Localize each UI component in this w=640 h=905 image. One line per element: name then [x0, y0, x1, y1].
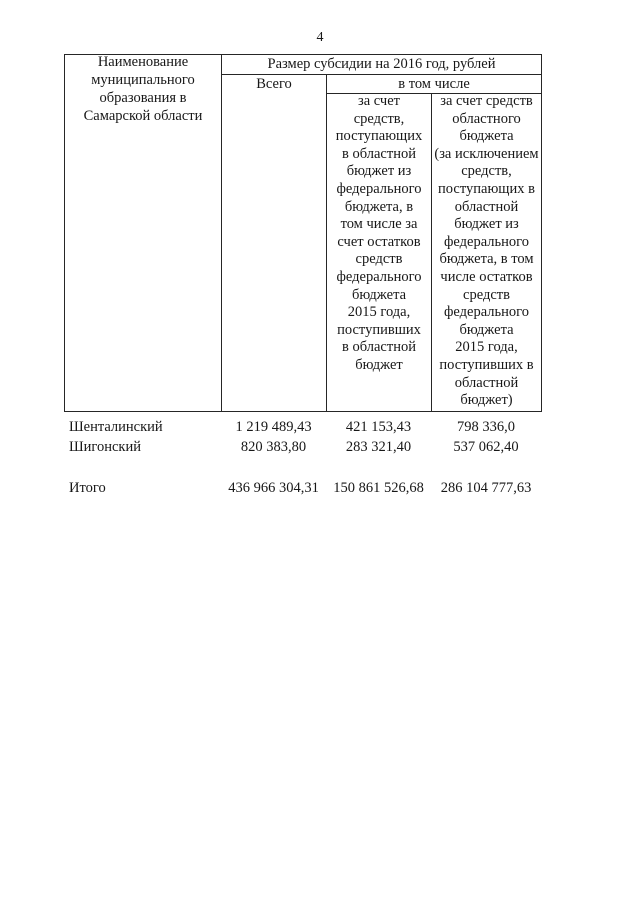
- header-regional-funds-line: 2015 года,: [455, 339, 518, 356]
- header-regional-funds-line: средств: [463, 286, 510, 303]
- row-total-amount: 820 383,80: [240, 439, 307, 455]
- header-regional-funds-line: поступающих в: [438, 180, 535, 197]
- header-federal-funds-line: средств: [355, 251, 403, 268]
- header-federal-funds-line: поступающих: [335, 128, 423, 145]
- header-federal-funds-line: 2015 года,: [347, 304, 411, 321]
- header-regional-funds-line: областной: [454, 198, 519, 215]
- header-regional-funds-line: областного: [452, 110, 521, 127]
- header-regional-funds-line: за счет средств: [440, 93, 533, 109]
- header-including-label: в том числе: [398, 76, 470, 92]
- header-regional-funds-line: бюджета: [459, 321, 514, 338]
- row-regional-amount: 537 062,40: [453, 439, 519, 455]
- table-row: [64, 417, 542, 437]
- header-federal-funds-line: бюджет: [355, 356, 403, 373]
- row-regional-amount: 798 336,0: [457, 419, 515, 435]
- header-regional-funds-line: федерального: [444, 233, 529, 250]
- header-federal-funds-line: в областной: [342, 339, 416, 356]
- header-regional-funds-line: бюджет): [460, 392, 513, 409]
- header-federal-funds-line: средств,: [353, 110, 405, 127]
- header-subsidy-group-cell: [221, 54, 542, 75]
- header-federal-funds-line: за счет: [358, 93, 400, 109]
- table-row: [64, 437, 542, 457]
- header-federal-funds-text: [327, 93, 431, 375]
- header-including-cell: [326, 74, 542, 94]
- totals-regional-amount: 286 104 777,63: [440, 480, 532, 496]
- header-federal-funds-line: том числе за: [340, 216, 418, 233]
- header-federal-funds-line: счет остатков: [337, 233, 421, 250]
- header-regional-funds-line: числе остатков: [440, 268, 533, 285]
- header-regional-funds-line: бюджета: [459, 128, 514, 145]
- header-total-cell: [221, 74, 327, 412]
- header-municipality-line: образования в: [99, 90, 187, 106]
- page-number: 4: [316, 30, 324, 45]
- header-municipality-line: Самарской области: [83, 108, 203, 124]
- header-regional-funds-line: поступивших в: [439, 356, 534, 373]
- header-federal-funds-cell: [326, 93, 432, 412]
- row-municipality-name: Шигонский: [69, 439, 141, 455]
- header-subsidy-group-title: Размер субсидии на 2016 год, рублей: [267, 56, 496, 72]
- totals-label: Итого: [69, 480, 106, 496]
- header-federal-funds-line: федерального: [336, 180, 422, 197]
- header-regional-funds-line: бюджета, в том: [439, 251, 534, 268]
- totals-total-amount: 436 966 304,31: [228, 480, 319, 496]
- row-total-amount: 1 219 489,43: [235, 419, 312, 435]
- header-municipality-line: муниципального: [91, 72, 195, 88]
- header-federal-funds-line: бюджет из: [346, 163, 412, 180]
- row-municipality-name: Шенталинский: [69, 419, 163, 435]
- header-regional-funds-line: бюджет из: [454, 216, 519, 233]
- header-regional-funds-line: (за исключением: [434, 145, 539, 162]
- row-federal-amount: 283 321,40: [345, 439, 412, 455]
- row-federal-amount: 421 153,43: [345, 419, 412, 435]
- header-federal-funds-line: в областной: [342, 145, 416, 162]
- header-federal-funds-line: бюджета, в: [344, 198, 414, 215]
- header-municipality-cell: [64, 54, 222, 412]
- totals-row: [64, 478, 542, 498]
- header-federal-funds-line: бюджета: [351, 286, 407, 303]
- header-regional-funds-cell: [431, 93, 542, 412]
- header-federal-funds-line: поступивших: [337, 321, 421, 338]
- header-federal-funds-line: федерального: [336, 268, 422, 285]
- header-municipality-line: Наименование: [97, 54, 189, 70]
- header-regional-funds-line: федерального: [444, 304, 529, 321]
- header-regional-funds-text: [432, 93, 541, 410]
- header-total-label: Всего: [256, 76, 292, 92]
- header-regional-funds-line: областной: [454, 374, 519, 391]
- totals-federal-amount: 150 861 526,68: [333, 480, 424, 496]
- header-regional-funds-line: средств,: [461, 163, 512, 180]
- header-municipality-text: [65, 53, 221, 125]
